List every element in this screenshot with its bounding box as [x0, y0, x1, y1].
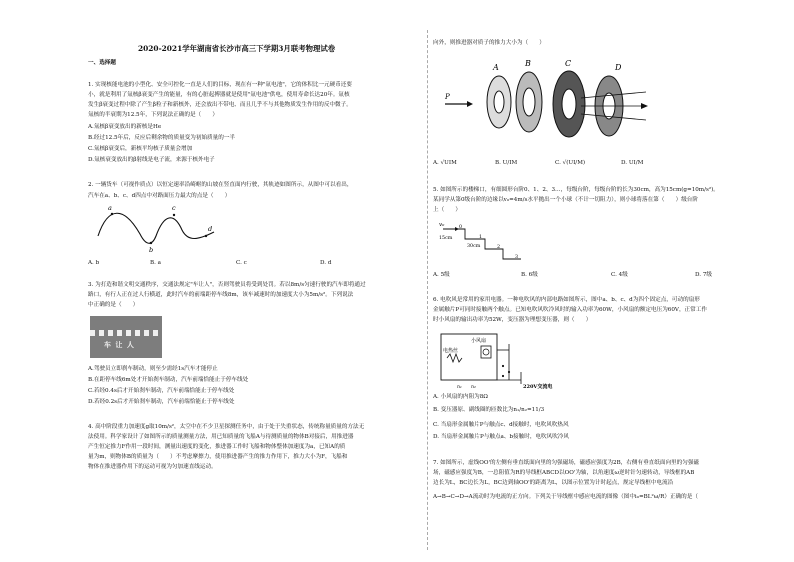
q3-option: C.若经0.4s后才开始刹车制动，汽车前端恰能止于停车线处 [88, 388, 235, 394]
q7-stem-line: A→B→C→D→A流动时为电流的正方向。下列关于导线框中感应电流的图像（图中i₀=BL²ω/R）正确的是（ [433, 494, 704, 500]
fig-label-d: D [615, 63, 622, 72]
crosswalk-stripes [90, 330, 162, 336]
q2-label-a: a [108, 204, 112, 212]
q6-option: D. 当扇形金属触片P与触点a、b接触时，电吹风吹冷风 [433, 434, 569, 440]
q6-option: B. 变压器原、副线圈的匝数比为n₁/n₂=11/3 [433, 407, 545, 413]
fig-label-c: C [565, 59, 572, 68]
crosswalk-photo [90, 316, 162, 358]
q2-stem-line: 汽车在a、b、c、d四点中对路面压力最大的点是（ ） [88, 193, 231, 199]
q2-track-figure [94, 200, 224, 252]
q5-width-label: 30cm [467, 244, 481, 249]
q6-stem-line: 6. 电吹风是常用的家用电器。一种电吹风的内部电路如图所示，图中a、b、c、d为四个固定点，可动的扇形 [433, 297, 700, 303]
q5-option: D. 7级 [695, 272, 712, 278]
q3-option: A.驾驶员立即刹车制动，则至少需经1s汽车才能停止 [88, 366, 218, 372]
section-heading: 一、选择题 [88, 60, 116, 66]
q5-stem-line: 上（ ） [433, 207, 461, 213]
q2-option: C. c [236, 260, 247, 266]
fig-label-a: A [493, 63, 499, 72]
q5-step-3: 3 [515, 255, 519, 260]
q3-stem-line: 路口，有行人正在过人行横道，此时汽车的前端距停车线8m，该车减速时的加速度大小为5m/s²。下列说法 [88, 292, 354, 298]
q2-label-c: c [172, 204, 176, 212]
q1-stem-line: 小，就是利用了氚核β衰变产生的能量，有的心脏起搏器就是使用"氚电池"供电，使用寿命长达20年。氚核 [88, 92, 350, 98]
fig-label-b: B [525, 59, 531, 68]
q1-option: B.经过12.5年后，反应后剩余物的质量变为初始质量的一半 [88, 135, 236, 141]
q6-option: A. 小风扇的内阻为8Ω [433, 394, 488, 400]
q4-stem-line: 产生恒定推力F作用一段时间，测量出速度的变化，推进器工作时飞船和物体整体加速度为a，已知A的质 [88, 444, 346, 450]
q7-stem-line: 7. 如图所示，虚线OO'的左侧有垂直纸面向里的匀强磁场，磁感应强度为2B，右侧有垂直纸面向里的匀强磁 [433, 460, 700, 466]
q1-stem-line: 氚核的半衰期为12.5年，下列说法正确的是（ ） [88, 112, 218, 118]
power-label: 220V交流电 [523, 384, 553, 390]
q5-option: B. 6级 [521, 272, 538, 278]
q4-option: D. UI/M [621, 160, 644, 166]
q5-option: A. 5级 [433, 272, 450, 278]
q3-stem-line: 中正确的是（ ） [88, 302, 139, 308]
column-divider [427, 30, 428, 550]
heater-label: 电热丝 [443, 348, 459, 354]
road-text: 车 让 人 [104, 340, 135, 349]
q5-stem-line: 某同学从第0级台阶的边缘以v₀=4m/s水平抛出一个小球（不计一切阻力），则小球将落在第（ ）级台阶 [433, 197, 698, 203]
q5-height-label: 15cm [439, 236, 453, 241]
q2-label-b: b [149, 246, 154, 252]
q4-stem-line: 法使用。科学家设计了如图所示的质量测量方法，用已知质量的飞船A与待测质量的物体B对接后，用推进器 [88, 434, 354, 440]
q4-stem-line: 量为m，则物体B的质量为（ ）不考虑摩擦力，使用推进器产生的推力作用下，推力大小为F，飞船和 [88, 454, 348, 460]
q5-step-2: 2 [497, 245, 501, 250]
q1-option: C.氚核β衰变后，新核平均核子质量会增加 [88, 146, 193, 152]
q5-option: C. 4级 [611, 272, 628, 278]
q4-stem-continued: 向外，则推进器对质子的推力大小为（ ） [433, 40, 545, 46]
q1-option: A.氚核β衰变放出的新核是He [88, 124, 162, 130]
q2-option: D. d [320, 260, 332, 266]
q1-stem-line: 1. 实现核能电池的小型化、安全可控化一直是人们的目标，现在有一种"氚电池"，它的体积比一元硬币还要 [88, 82, 352, 88]
q6-stem-line: 金属触片P可同时接触两个触点。已知电吹风吹冷风时的输入功率为60W，小风扇的额定电压为60V，正常工作 [433, 307, 707, 313]
q4-option: A. √UIM [433, 160, 457, 166]
q6-option: C. 当扇形金属触片P与触点c、d接触时，电吹风吹热风 [433, 422, 569, 428]
q1-stem-line: 发生β衰变过程中除了产生β粒子和新核外，还会放出不带电、而且几乎不与其他物质发生作用的反中微子。 [88, 102, 352, 108]
hairdryer-circuit-figure [437, 328, 567, 390]
q4-stem-line: 4. 高中阶段重力加速度g取10m/s²，太空中在不少卫星探测任务中，由于处于失重状态，传统称量质量的方法无 [88, 424, 365, 430]
q2-label-d: d [208, 225, 213, 233]
q2-option: B. a [150, 260, 162, 266]
q5-v0-label: v₀ [439, 222, 445, 228]
thruster-figure [441, 52, 651, 146]
q1-option: D.氚核衰变放出的β射线是电子流，来源于核外电子 [88, 157, 215, 163]
q5-stem-line: 5. 如图所示的楼梯口，有细圆形台阶0、1、2、3…，每级台阶，每级台阶的长为30cm，高为15cm(g=10m/s²)。 [433, 187, 719, 193]
q4-option: B. U/IM [495, 160, 518, 166]
fan-label: 小风扇 [471, 338, 487, 344]
q7-stem-line: 场，磁感应强度为B，一总阻值为R的导线框ABCD以OO'为轴，以角速度ω逆时针匀速转动，导线框的AB [433, 470, 695, 476]
stairs-figure [435, 217, 525, 267]
n2-label: n₂ [471, 385, 476, 390]
fig-label-p: P [445, 93, 450, 101]
q3-option: D.若经0.2s后才开始刹车制动，汽车前端恰能止于停车线处 [88, 399, 235, 405]
q7-stem-line: 边长为L，BC边长为L，BC边到轴OO'的距离为L，以图示位置为计时起点，规定导线框中电流沿 [433, 480, 674, 486]
q4-stem-line: 物体在推进器作用下的运动可视为匀加速直线运动。 [88, 464, 217, 470]
q3-option: B.在距停车线6m处才开始刹车制动，汽车前端恰能止于停车线处 [88, 377, 249, 383]
q5-step-0: 0 [459, 225, 463, 230]
q2-option: A. b [88, 260, 100, 266]
q2-stem-line: 2. 一辆货车（可视作质点）以恒定速率沿崎岖的山坡在竖直面内行驶，其轨迹如图所示，从图中可以看出， [88, 182, 353, 188]
q4-option: C. √(UI/M) [555, 160, 586, 166]
q6-stem-line: 时小风扇的输出功率为52W，变压器为理想变压器，则（ ） [433, 317, 592, 323]
page-title: 2020-2021学年湖南省长沙市高三下学期3月联考物理试卷 [138, 44, 336, 53]
n1-label: n₁ [457, 385, 462, 390]
q3-stem-line: 3. 为打造和谐文明交通秩序，交通法规定"车让人"，否则驾驶员将受到处罚。若以8m/s匀速行驶的汽车即将通过 [88, 282, 366, 288]
q5-step-1: 1 [479, 235, 483, 240]
